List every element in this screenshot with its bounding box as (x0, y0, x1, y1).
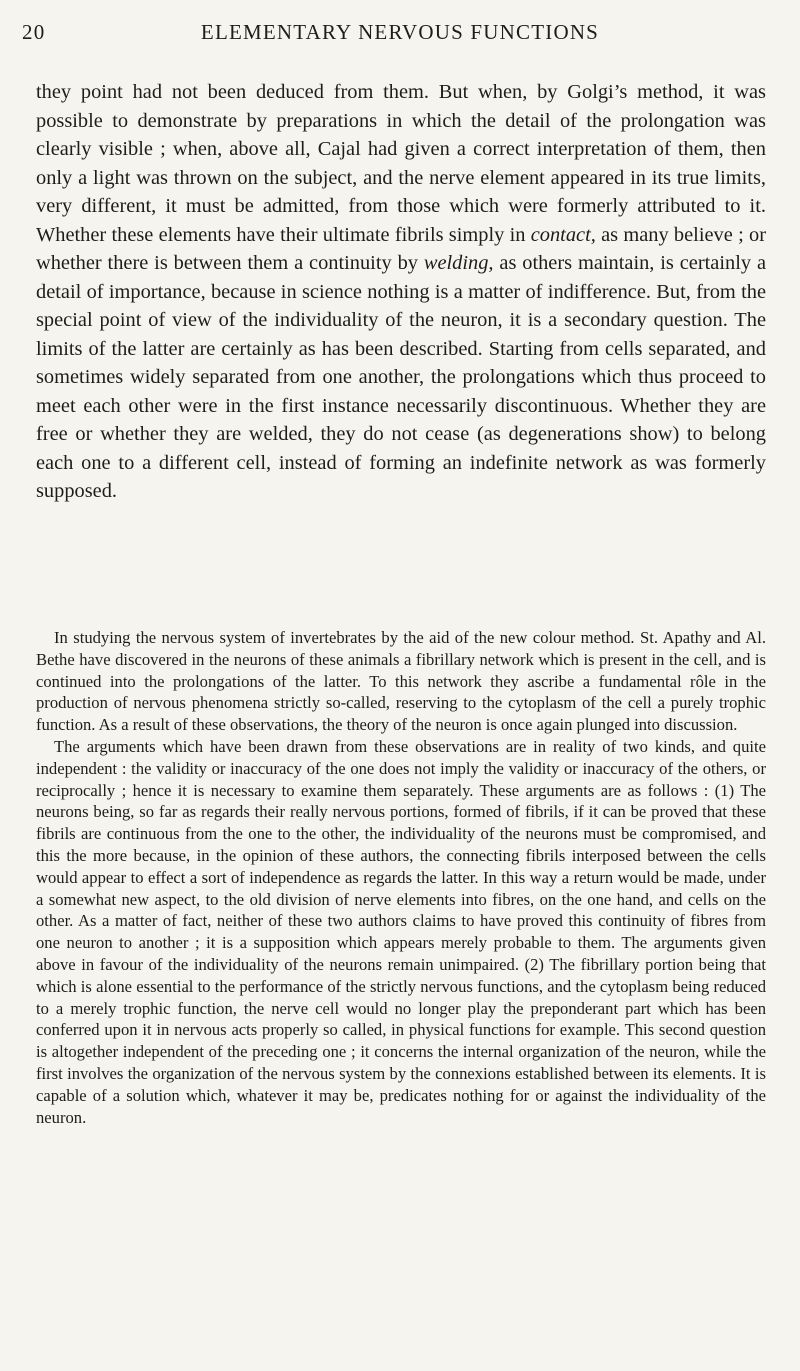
text-run: they point had not been deduced from them. But when, by Golgi’s method, it was possible to demonstrate by preparations in which the detail of the prolongation was clearly visible ; when, above all, Cajal had given a correct interpretation of them, then only a light was thrown on the subject, and the nerve element appeared in its true limits, very different, it must be admitted, from those which were formerly attributed to it. Whether these elements have their ultimate fibrils simply in (36, 81, 766, 246)
italic-term-welding: welding, (423, 252, 494, 274)
running-title: ELEMENTARY NERVOUS FUNCTIONS (200, 20, 600, 44)
italic-term-contact: contact, (530, 223, 596, 246)
main-paragraph (36, 78, 766, 506)
text-run: as others maintain, is certainly a detail of importance, because in science nothing is a matter of indifference. But, from the special point of view of the individuality of the neuron, it is a secondary question. The limits of the latter are certainly as has been described. Starting from cells separated, and sometimes widely separated from one another, the prolongations which thus proceed to meet each other were in the first instance necessarily discontinuous. Whether they are free or whether they are welded, they do not cease (as degenerations show) to belong each one to a different cell, instead of forming an indefinite network as was formerly supposed. (36, 252, 766, 502)
page-number: 20 (22, 20, 46, 44)
text-run: as many believe ; or whether there is between them a continuity by (36, 223, 766, 274)
small-print-section (36, 627, 766, 1128)
small-paragraph-invertebrates: In studying the nervous system of invertebrates by the aid of the new colour method. St. Apathy and Al. Bethe have discovered in the neurons of these animals a fibrillary network which is present in the cell, and is continued into the prolongations of the latter. To this network they ascribe a fundamental rôle in the production of nervous phenomena strictly so-called, reserving to the cytoplasm of the cell a purely trophic function. As a result of these observations, the theory of the neuron is once again plunged into discussion. (36, 628, 766, 735)
small-paragraph-arguments: The arguments which have been drawn from these observations are in reality of two kinds, and quite independent : the validity or inaccuracy of the one does not imply the validity or inaccuracy of the others, or reciprocally ; hence it is necessary to examine them separately. These arguments are as follows : (1) The neurons being, so far as regards their really nervous portions, formed of fibrils, if it can be proved that these fibrils are continuous from the one to the other, the individuality of the neurons must be compromised, and this the more because, in the opinion of these authors, the connecting fibrils interposed between the cells would appear to effect a sort of independence as regards the latter. In this way a return would be made, under a somewhat new aspect, to the old division of nerve elements into fibres, on the one hand, and cells on the other. As a matter of fact, neither of these two authors claims to have proved this continuity of fibres from one neuron to another ; it is a supposition which appears merely probable to them. The arguments given above in favour of the individuality of the neurons remain unimpaired. (2) The fibrillary portion being that which is alone essential to the performance of the strictly nervous functions, and the cytoplasm being reduced to a merely trophic function, the nerve cell would no longer play the preponderant part which has been conferred upon it in nervous acts properly so called, in physical functions for example. This second question is altogether independent of the preceding one ; it concerns the internal organization of the neuron, while the first involves the organization of the nervous system by the connexions established between its elements. It is capable of a solution which, whatever it may be, predicates nothing for or against the individuality of the neuron. (36, 736, 766, 1127)
page-header (22, 20, 778, 50)
body-paragraph (36, 78, 766, 506)
